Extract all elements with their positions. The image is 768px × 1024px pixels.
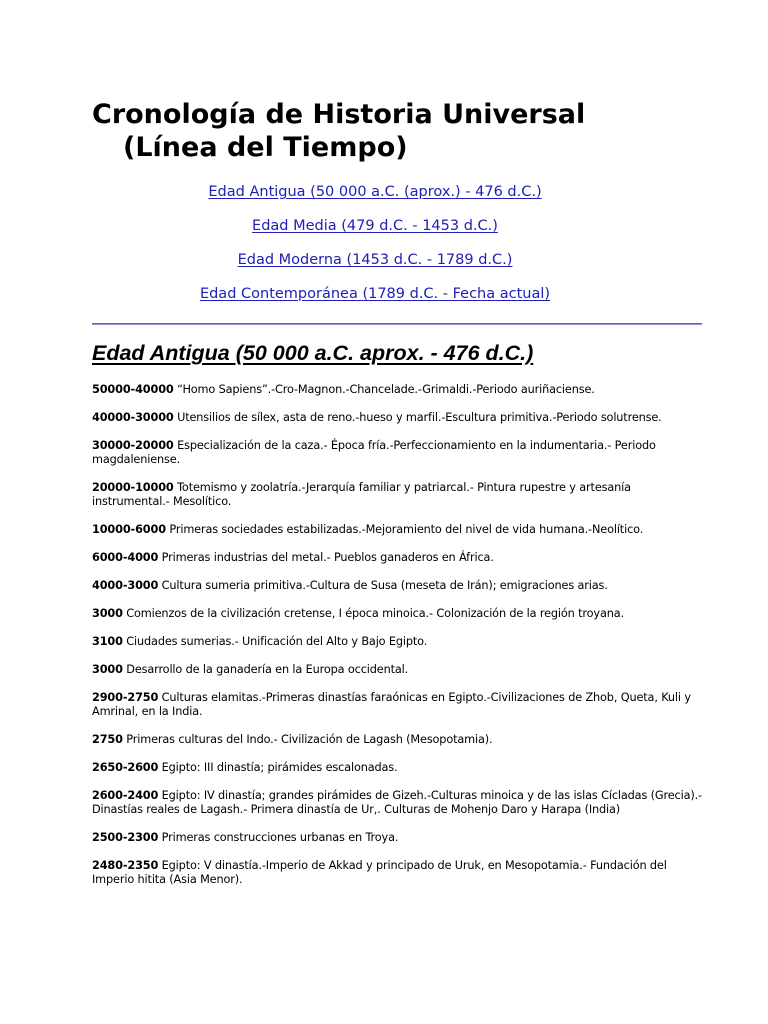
timeline-entry-text: Culturas elamitas.-Primeras dinastías faraónicas en Egipto.-Civilizaciones de Zhob, Queta, Kuli y Amrinal, en la India. bbox=[92, 691, 691, 718]
timeline-entry-years: 2500-2300 bbox=[92, 831, 159, 844]
page-title bbox=[92, 98, 704, 164]
toc-link-edad-moderna[interactable]: Edad Moderna (1453 d.C. - 1789 d.C.) bbox=[237, 252, 513, 268]
timeline-entry-text: Utensilios de sílex, asta de reno.-hueso y marfil.-Escultura primitiva.-Periodo solutrense. bbox=[173, 411, 662, 424]
timeline-entry bbox=[92, 481, 704, 509]
timeline-entry bbox=[92, 789, 704, 817]
timeline-entry bbox=[92, 663, 704, 677]
timeline-entry-text: Primeras construcciones urbanas en Troya. bbox=[158, 831, 399, 844]
page-title-line2: (Línea del Tiempo) bbox=[123, 132, 408, 163]
timeline-entry-years: 2480-2350 bbox=[92, 859, 159, 872]
timeline-entry-years: 2750 bbox=[92, 733, 123, 746]
timeline-entry-text: “Homo Sapiens”.-Cro-Magnon.-Chancelade.-Grimaldi.-Periodo auriñaciense. bbox=[173, 383, 595, 396]
timeline-entry-years: 3000 bbox=[92, 607, 123, 620]
timeline-entry-text: Cultura sumeria primitiva.-Cultura de Susa (meseta de Irán); emigraciones arias. bbox=[158, 579, 608, 592]
toc-link-edad-media[interactable]: Edad Media (479 d.C. - 1453 d.C.) bbox=[252, 218, 498, 234]
timeline-entry-text: Especialización de la caza.- Época fría.-Perfeccionamiento en la indumentaria.- Periodo magdaleniense. bbox=[92, 439, 656, 466]
timeline-entry bbox=[92, 523, 704, 537]
timeline-entry bbox=[92, 579, 704, 593]
timeline-entry bbox=[92, 607, 704, 621]
timeline-entry-text: Totemismo y zoolatría.-Jerarquía familiar y patriarcal.- Pintura rupestre y artesanía instrumental.- Mesolítico. bbox=[92, 481, 631, 508]
section-heading: Edad Antigua (50 000 a.C. aprox. - 476 d.C.) bbox=[92, 341, 534, 365]
timeline-entry bbox=[92, 635, 704, 649]
timeline-entry-years: 4000-3000 bbox=[92, 579, 159, 592]
timeline-entry-text: Desarrollo de la ganadería en la Europa occidental. bbox=[122, 663, 409, 676]
timeline-entry bbox=[92, 859, 704, 887]
timeline-entry bbox=[92, 733, 704, 747]
timeline-entry-years: 2600-2400 bbox=[92, 789, 159, 802]
timeline-entry-years: 3100 bbox=[92, 635, 123, 648]
timeline-entry-text: Primeras sociedades estabilizadas.-Mejoramiento del nivel de vida humana.-Neolítico. bbox=[165, 523, 644, 536]
timeline-entry-years: 3000 bbox=[92, 663, 123, 676]
timeline-entry-years: 30000-20000 bbox=[92, 439, 174, 452]
timeline-entry-text: Primeras culturas del Indo.- Civilización de Lagash (Mesopotamia). bbox=[122, 733, 493, 746]
timeline-entry-years: 20000-10000 bbox=[92, 481, 174, 494]
timeline-entry-years: 6000-4000 bbox=[92, 551, 159, 564]
timeline-entry-text: Primeras industrias del metal.- Pueblos ganaderos en África. bbox=[158, 551, 494, 564]
timeline-entry-text: Egipto: V dinastía.-Imperio de Akkad y principado de Uruk, en Mesopotamia.- Fundación del Imperio hitita (Asia Menor). bbox=[92, 859, 667, 886]
toc-link-edad-contemporanea[interactable]: Edad Contemporánea (1789 d.C. - Fecha actual) bbox=[199, 286, 551, 302]
timeline-entry-text: Egipto: III dinastía; pirámides escalonadas. bbox=[158, 761, 398, 774]
timeline-entry bbox=[92, 411, 704, 425]
timeline-entry-years: 50000-40000 bbox=[92, 383, 174, 396]
timeline-entry bbox=[92, 831, 704, 845]
timeline-entry bbox=[92, 551, 704, 565]
timeline-entry bbox=[92, 761, 704, 775]
timeline-entry-text: Ciudades sumerias.- Unificación del Alto y Bajo Egipto. bbox=[122, 635, 428, 648]
timeline-entry-text: Egipto: IV dinastía; grandes pirámides de Gizeh.-Culturas minoica y de las islas Cícladas (Grecia).- Dinastías reales de Lagash.- Primera dinastía de Ur,. Culturas de Mohenjo Daro y Harapa (India) bbox=[92, 789, 702, 816]
timeline-entry bbox=[92, 383, 704, 397]
timeline-entries bbox=[92, 383, 704, 887]
timeline-entry bbox=[92, 439, 704, 467]
document-body bbox=[92, 98, 704, 901]
table-of-contents bbox=[92, 183, 658, 303]
timeline-entry-years: 10000-6000 bbox=[92, 523, 166, 536]
page-title-line1: Cronología de Historia Universal bbox=[92, 99, 586, 130]
toc-link-edad-antigua[interactable]: Edad Antigua (50 000 a.C. (aprox.) - 476 d.C.) bbox=[208, 184, 542, 200]
timeline-entry-text: Comienzos de la civilización cretense, I época minoica.- Colonización de la región troyana. bbox=[122, 607, 624, 620]
timeline-entry-years: 2650-2600 bbox=[92, 761, 159, 774]
timeline-entry-years: 40000-30000 bbox=[92, 411, 174, 424]
timeline-entry-years: 2900-2750 bbox=[92, 691, 159, 704]
horizontal-divider bbox=[92, 323, 702, 325]
timeline-entry bbox=[92, 691, 704, 719]
